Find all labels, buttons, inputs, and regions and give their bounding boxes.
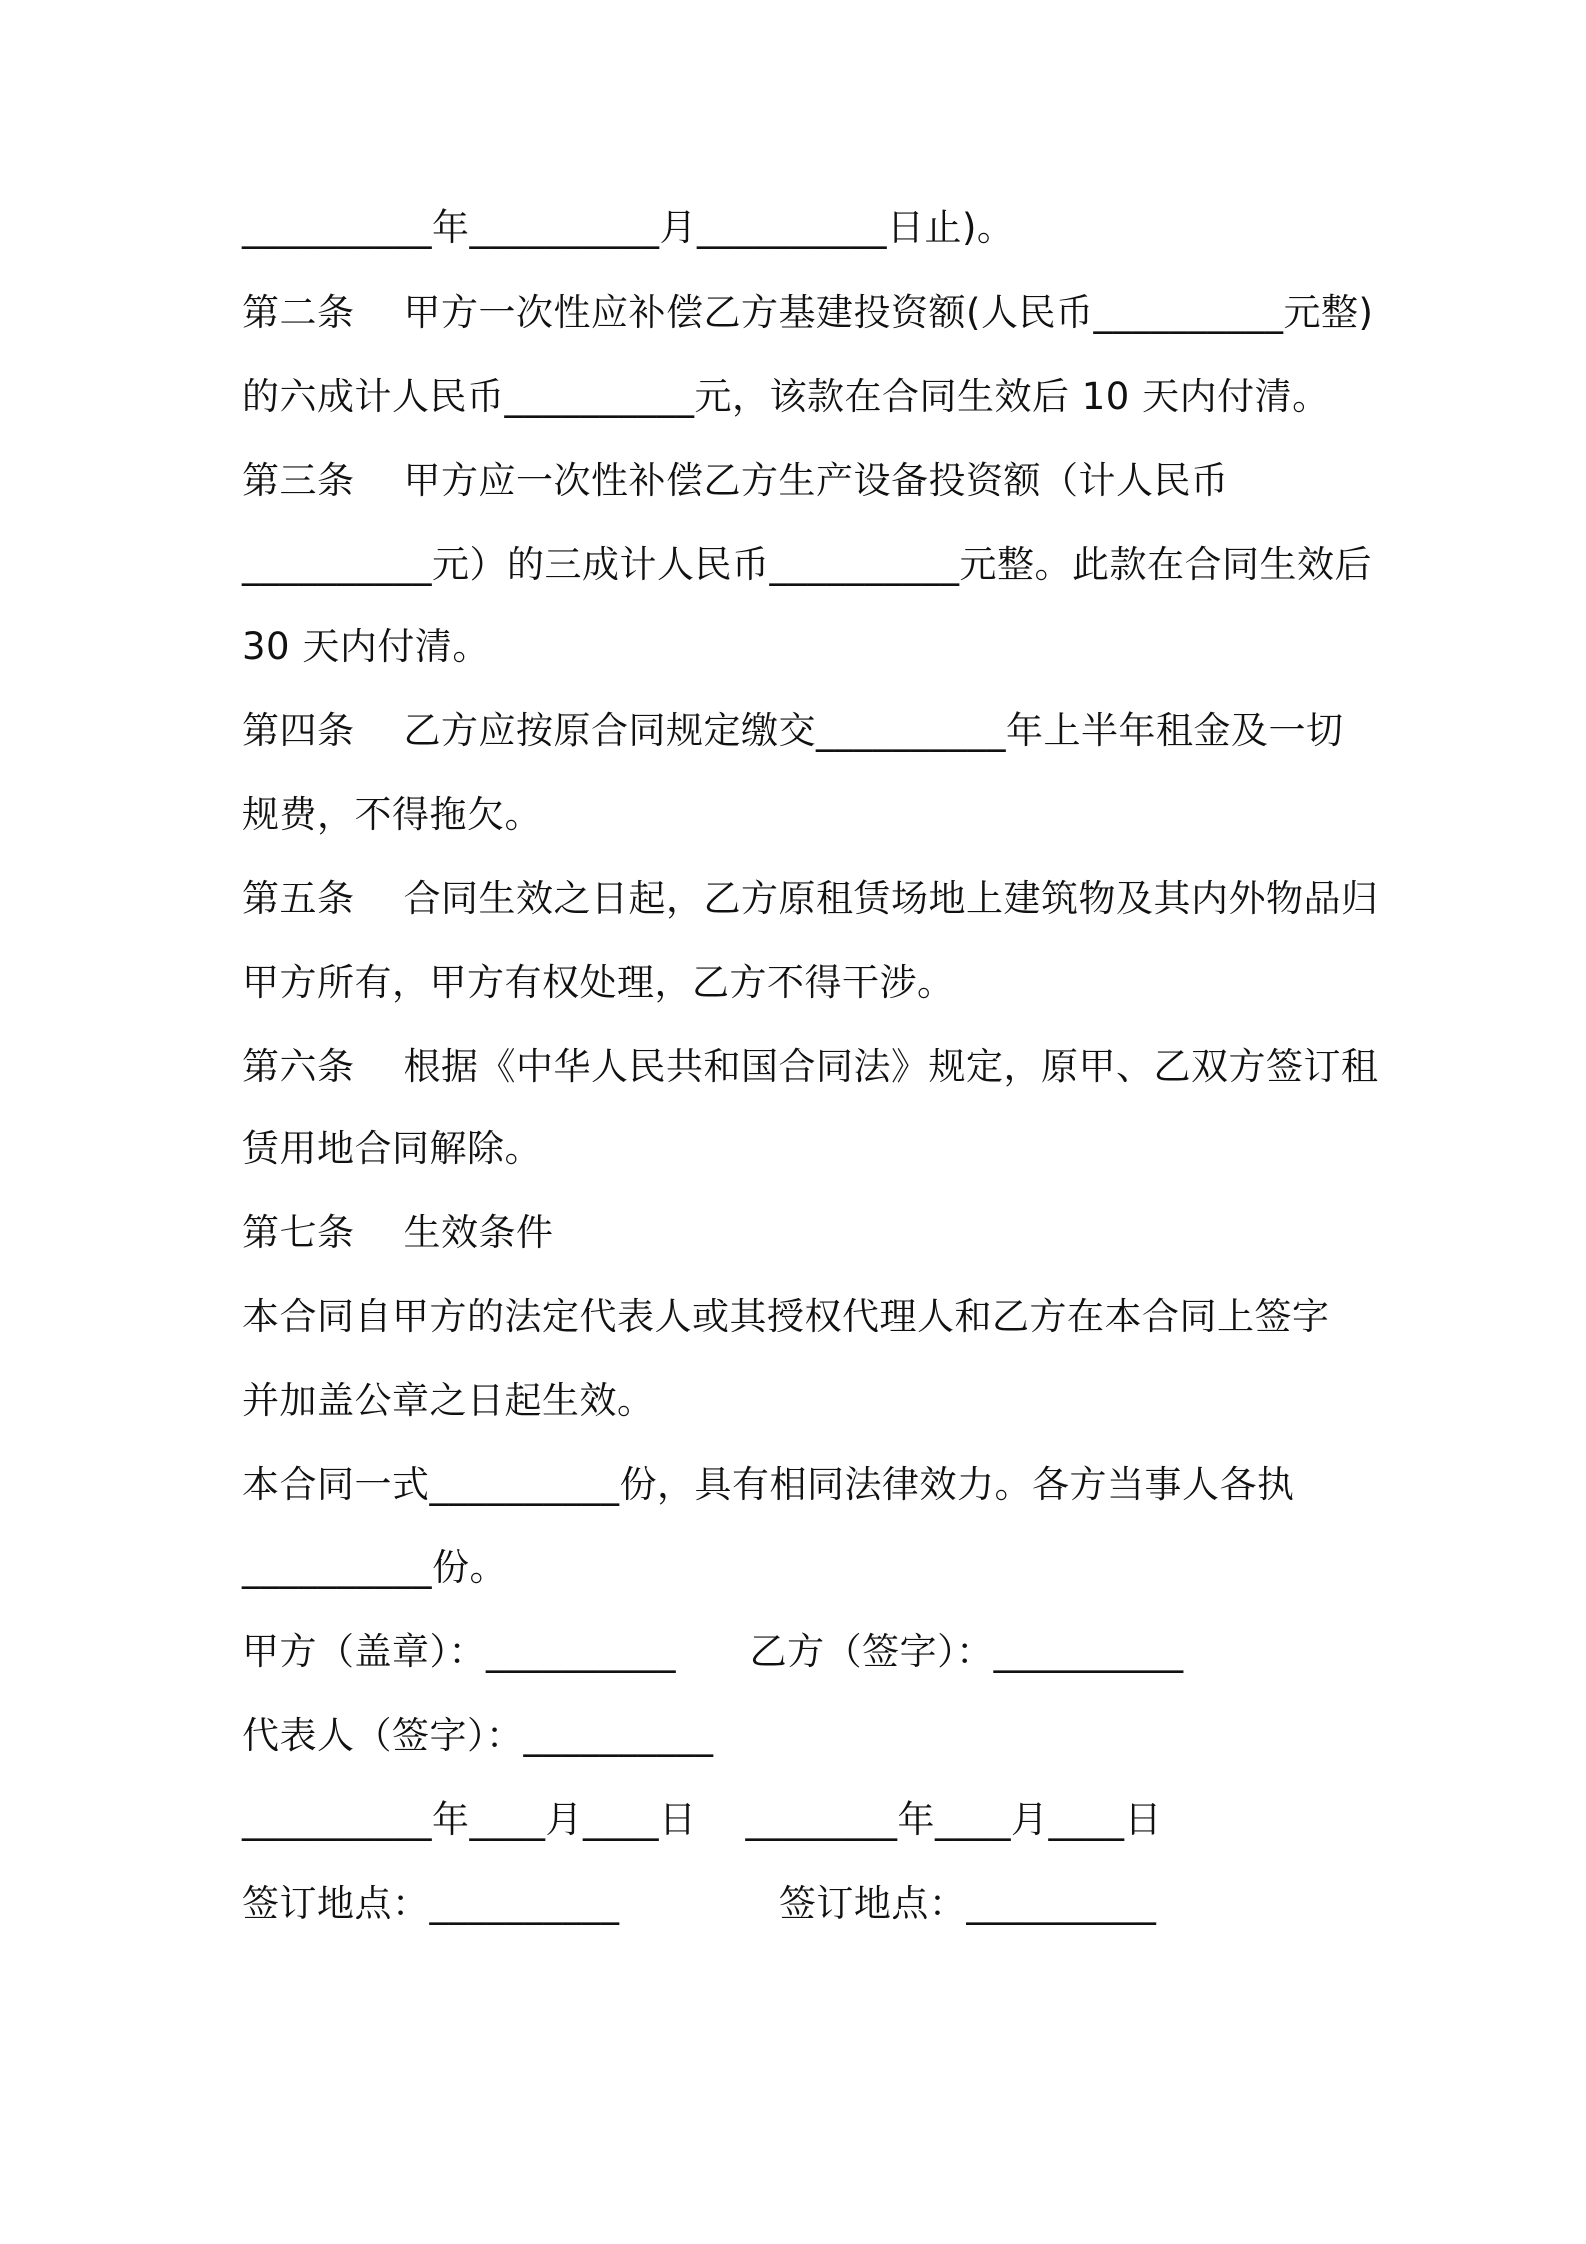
date-end-line: __________年__________月__________日止)。: [242, 206, 1015, 249]
article-3-line-3: 30 天内付清。: [242, 625, 490, 668]
effect-clause-line-2: 并加盖公章之日起生效。: [242, 1379, 655, 1422]
article-5-line-1: 第五条 合同生效之日起，乙方原租赁场地上建筑物及其内外物品归: [242, 877, 1379, 920]
signing-place-line: 签订地点：__________ 签订地点：__________: [242, 1882, 1157, 1925]
copies-line-2: __________份。: [242, 1546, 507, 1589]
article-4-line-1: 第四条 乙方应按原合同规定缴交__________年上半年租金及一切: [242, 709, 1344, 752]
representative-signature-line: 代表人（签字）：__________: [242, 1714, 714, 1757]
party-signature-line: 甲方（盖章）：__________ 乙方（签字）：__________: [242, 1630, 1184, 1673]
article-4-line-2: 规费，不得拖欠。: [242, 793, 542, 836]
article-2-line-2: 的六成计人民币__________元，该款在合同生效后 10 天内付清。: [242, 375, 1330, 418]
article-2-line-1: 第二条 甲方一次性应补偿乙方基建投资额(人民币__________元整): [242, 291, 1374, 334]
article-3-line-2: __________元）的三成计人民币__________元整。此款在合同生效后: [242, 543, 1372, 586]
article-6-line-2: 赁用地合同解除。: [242, 1127, 542, 1170]
article-3-line-1: 第三条 甲方应一次性补偿乙方生产设备投资额（计人民币: [242, 459, 1229, 502]
copies-line-1: 本合同一式__________份，具有相同法律效力。各方当事人各执: [242, 1463, 1295, 1506]
article-7-heading: 第七条 生效条件: [242, 1211, 554, 1254]
article-6-line-1: 第六条 根据《中华人民共和国合同法》规定，原甲、乙双方签订租: [242, 1045, 1379, 1088]
effect-clause-line-1: 本合同自甲方的法定代表人或其授权代理人和乙方在本合同上签字: [242, 1295, 1330, 1338]
article-5-line-2: 甲方所有，甲方有权处理，乙方不得干涉。: [242, 961, 955, 1004]
signing-date-line: __________年____月____日 ________年____月____日: [242, 1798, 1163, 1841]
